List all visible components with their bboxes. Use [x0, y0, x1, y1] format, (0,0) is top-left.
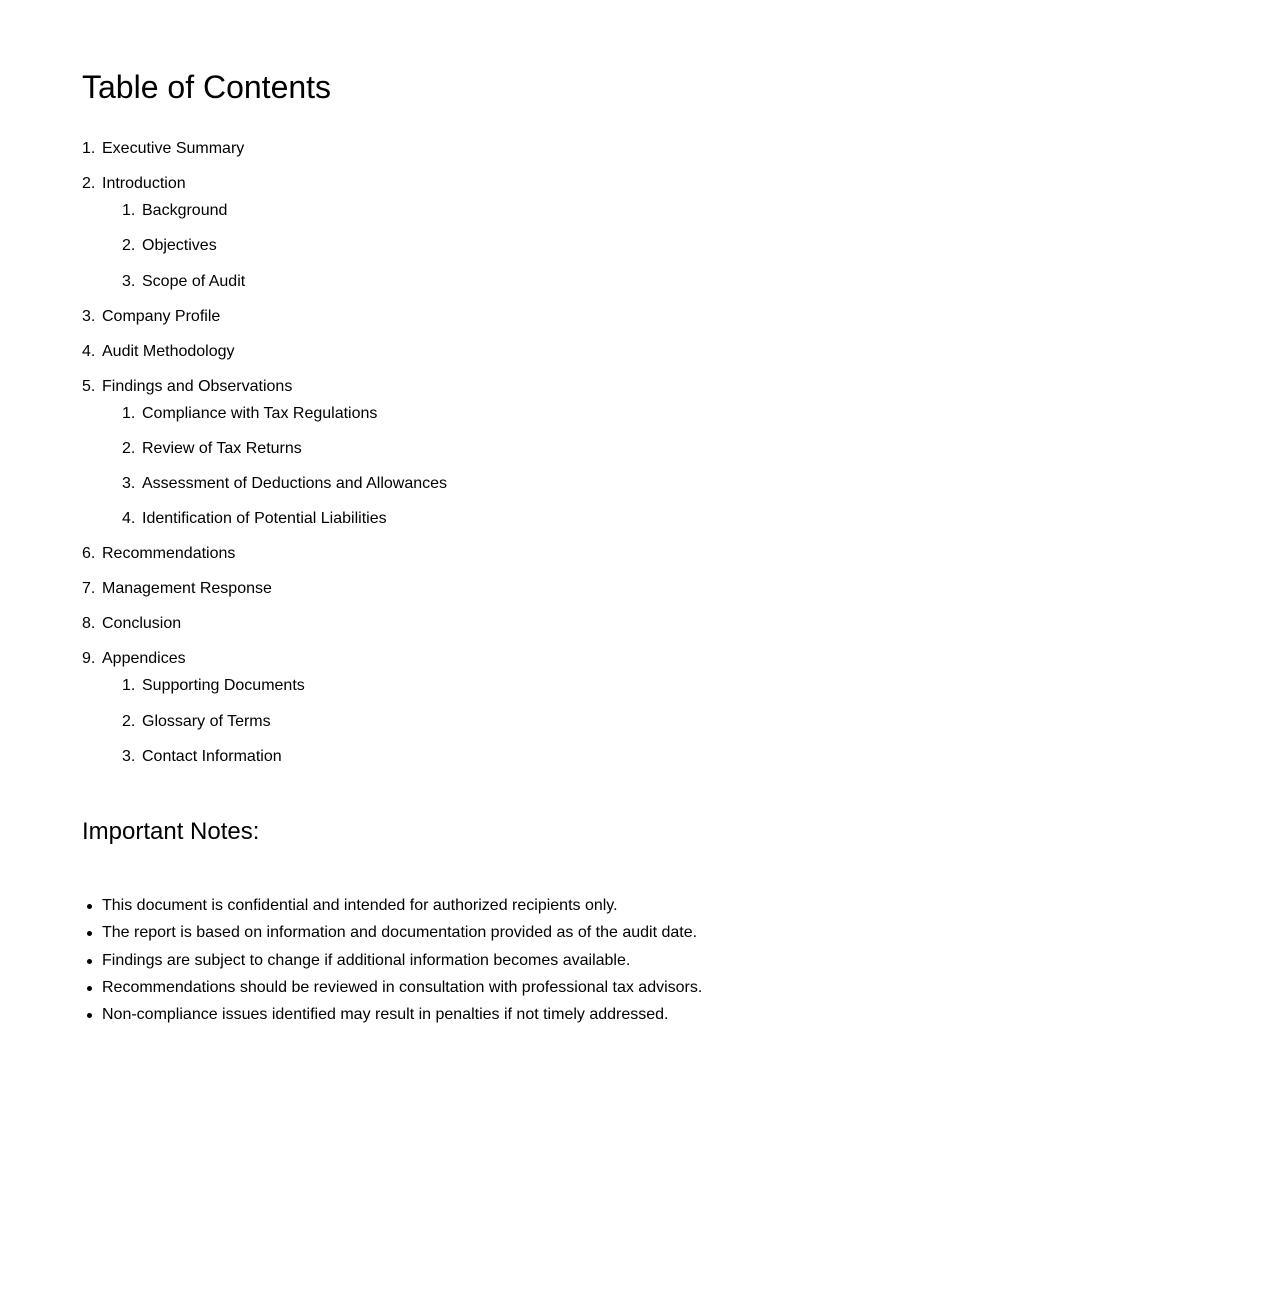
note-text: The report is based on information and documentation provided as of the audit date.: [102, 924, 698, 942]
toc-item-number: 1.: [82, 140, 96, 157]
toc-item-number: 4.: [82, 342, 96, 360]
toc-item: [82, 543, 447, 565]
toc-subitem-number: 3.: [122, 272, 136, 290]
toc-title: Table of Contents: [82, 69, 332, 105]
toc-subitem-label: Contact Information: [142, 748, 282, 766]
toc-subitem-label: Scope of Audit: [142, 272, 246, 290]
toc-item: [82, 306, 447, 328]
toc-subitem-label: Glossary of Terms: [142, 712, 271, 730]
toc-item-label: Introduction: [102, 175, 186, 192]
toc-subitem: [122, 711, 447, 733]
note-item: [102, 1004, 702, 1026]
toc-item-number: 8.: [82, 615, 96, 633]
toc-subitem: [122, 200, 447, 222]
toc-subitem: [122, 235, 447, 257]
toc-subitem-number: 3.: [122, 475, 136, 493]
toc-item-number: 9.: [82, 650, 96, 668]
note-item: [102, 922, 702, 944]
toc-item-label: Company Profile: [102, 307, 221, 325]
note-text: This document is confidential and intended for authorized recipients only.: [102, 897, 618, 914]
toc-item-number: 6.: [82, 545, 96, 563]
toc-sublist: [122, 403, 447, 531]
toc-item-label: Management Response: [102, 580, 272, 598]
toc-item: [82, 173, 447, 293]
toc-item: [82, 376, 447, 531]
toc-subitem-number: 3.: [122, 748, 136, 766]
toc-item-number: 5.: [82, 377, 96, 395]
toc-item-label: Appendices: [102, 650, 186, 668]
toc-item: [82, 648, 447, 768]
toc-subitem-number: 2.: [122, 237, 136, 255]
toc-subitem: [122, 508, 447, 530]
notes-title: Important Notes:: [82, 818, 260, 845]
toc-subitem: [122, 403, 447, 425]
toc-item-label: Conclusion: [102, 615, 182, 633]
toc-subitem-label: Objectives: [142, 237, 217, 255]
note-item: [102, 895, 702, 917]
toc-subitem: [122, 675, 447, 697]
toc-item-label: Audit Methodology: [102, 342, 235, 360]
toc-subitem: [122, 271, 447, 293]
toc-subitem: [122, 746, 447, 768]
note-item: [102, 977, 702, 999]
notes-list: [82, 895, 702, 1031]
bullet-icon: [87, 959, 92, 964]
toc-sublist: [122, 675, 447, 768]
toc-subitem-number: 2.: [122, 439, 136, 457]
toc-subitem-number: 2.: [122, 712, 136, 730]
toc-subitem-label: Review of Tax Returns: [142, 439, 302, 457]
note-text: Recommendations should be reviewed in consultation with professional tax advisors.: [102, 978, 703, 996]
toc-item-number: 7.: [82, 580, 96, 598]
toc-subitem-label: Assessment of Deductions and Allowances: [142, 475, 448, 493]
toc-item-label: Findings and Observations: [102, 377, 293, 395]
toc-item-label: Executive Summary: [102, 140, 245, 157]
bullet-icon: [87, 986, 92, 991]
toc-item-label: Recommendations: [102, 545, 236, 563]
note-text: Findings are subject to change if additional information becomes available.: [102, 951, 631, 969]
bullet-icon: [87, 931, 92, 936]
note-item: [102, 950, 702, 972]
toc-subitem-label: Identification of Potential Liabilities: [142, 510, 387, 528]
toc-subitem-label: Compliance with Tax Regulations: [142, 404, 378, 422]
toc-item-number: 2.: [82, 175, 96, 192]
toc-subitem: [122, 473, 447, 495]
toc-item: [82, 613, 447, 635]
toc-item: [82, 578, 447, 600]
toc-sublist: [122, 200, 447, 293]
bullet-icon: [87, 904, 92, 909]
toc-subitem: [122, 438, 447, 460]
toc-list: [82, 138, 447, 781]
toc-item-number: 3.: [82, 307, 96, 325]
toc-subitem-label: Background: [142, 202, 228, 219]
bullet-icon: [87, 1013, 92, 1018]
toc-subitem-number: 1.: [122, 404, 136, 422]
toc-subitem-number: 4.: [122, 510, 136, 528]
toc-item: [82, 138, 447, 160]
toc-subitem-number: 1.: [122, 202, 136, 219]
toc-subitem-label: Supporting Documents: [142, 677, 305, 695]
toc-item: [82, 341, 447, 363]
toc-subitem-number: 1.: [122, 677, 136, 695]
note-text: Non-compliance issues identified may result in penalties if not timely addressed.: [102, 1006, 669, 1024]
